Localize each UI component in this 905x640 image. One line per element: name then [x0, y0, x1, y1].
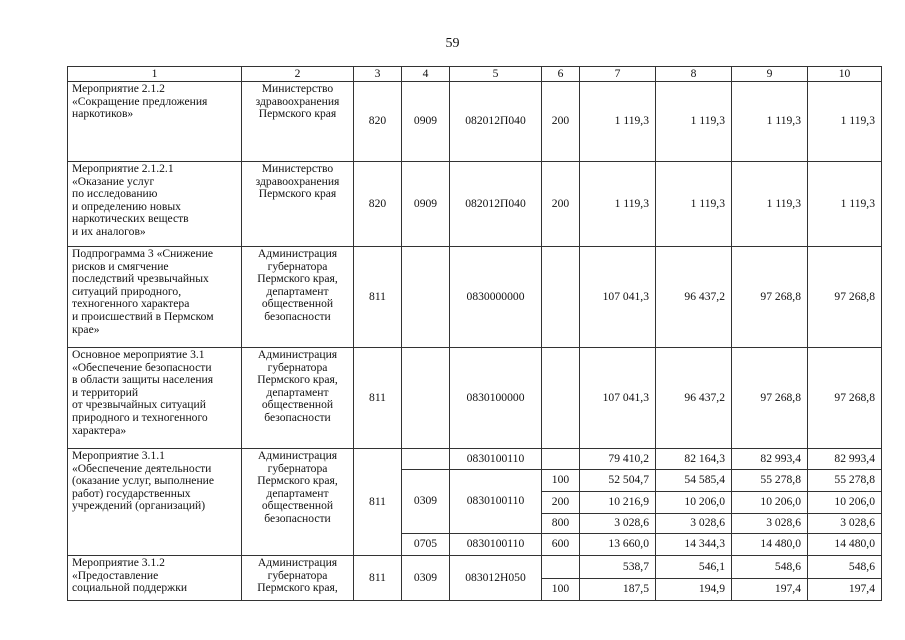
- amount-cell: 197,4: [808, 579, 882, 601]
- cell-text-line: общественной: [261, 297, 334, 311]
- amount-cell: 1 119,3: [580, 162, 656, 247]
- program-name-cell: [68, 162, 242, 247]
- amount-cell: 187,5: [580, 579, 656, 601]
- section-cell: 0909: [402, 162, 450, 247]
- cell-text-line: «Оказание услуг: [72, 174, 155, 188]
- cell-text-line: Пермского края: [258, 107, 337, 121]
- amount-cell: 14 480,0: [732, 534, 808, 556]
- cell-text-line: ситуаций природного,: [72, 284, 182, 298]
- cell-text-line: и определению новых: [72, 199, 181, 213]
- amount-cell: 10 206,0: [808, 492, 882, 514]
- grbs-cell: 811: [354, 556, 402, 601]
- cell-text-line: рисков и смягчение: [72, 259, 169, 273]
- cell-text-line: учреждений (организаций): [72, 499, 206, 513]
- cell-text-line: наркотических веществ: [72, 212, 189, 226]
- expense-type-cell: [542, 449, 580, 470]
- program-name-cell: [68, 348, 242, 449]
- expense-type-cell: 200: [542, 492, 580, 514]
- header-cell: 3: [354, 67, 402, 82]
- header-cell: 8: [656, 67, 732, 82]
- header-cell: 1: [68, 67, 242, 82]
- organization-cell: [242, 247, 354, 348]
- section-cell: 0909: [402, 82, 450, 162]
- section-cell: 0705: [402, 534, 450, 556]
- amount-cell: 10 206,0: [732, 492, 808, 514]
- section-cell: [402, 247, 450, 348]
- header-cell: 5: [450, 67, 542, 82]
- organization-cell: [242, 162, 354, 247]
- cell-text-line: безопасности: [264, 410, 331, 424]
- budget-table: [67, 66, 882, 601]
- cell-text-line: по исследованию: [72, 187, 158, 201]
- section-cell: 0309: [402, 556, 450, 601]
- header-cell: 7: [580, 67, 656, 82]
- expense-type-cell: 600: [542, 534, 580, 556]
- organization-cell: [242, 348, 354, 449]
- cell-text-line: департамент: [266, 284, 329, 298]
- program-name-cell: [68, 247, 242, 348]
- amount-cell: 82 993,4: [732, 449, 808, 470]
- cell-text-line: и их аналогов»: [72, 224, 146, 238]
- amount-cell: 55 278,8: [808, 470, 882, 492]
- amount-cell: 10 216,9: [580, 492, 656, 514]
- target-article-cell: 0830000000: [450, 247, 542, 348]
- amount-cell: 82 993,4: [808, 449, 882, 470]
- cell-text-line: Мероприятие 2.1.2.1: [72, 162, 174, 175]
- amount-cell: 13 660,0: [580, 534, 656, 556]
- section-cell: 0309: [402, 470, 450, 534]
- target-article-cell: 0830100000: [450, 348, 542, 449]
- expense-type-cell: 800: [542, 514, 580, 534]
- cell-text-line: безопасности: [264, 309, 331, 323]
- cell-text-line: и территорий: [72, 385, 139, 399]
- grbs-cell: 811: [354, 449, 402, 556]
- target-article-cell: 083012Н050: [450, 556, 542, 601]
- program-name-cell: [68, 449, 242, 556]
- amount-cell: 97 268,8: [808, 247, 882, 348]
- organization-cell: [242, 449, 354, 556]
- cell-text-line: здравоохранения: [255, 94, 340, 108]
- header-cell: 4: [402, 67, 450, 82]
- cell-text-line: Администрация: [257, 556, 338, 569]
- target-article-cell: 0830100110: [450, 534, 542, 556]
- grbs-cell: 811: [354, 348, 402, 449]
- cell-text-line: губернатора: [267, 360, 328, 374]
- cell-text-line: крае»: [72, 322, 100, 336]
- expense-type-cell: [542, 247, 580, 348]
- header-cell: 9: [732, 67, 808, 82]
- amount-cell: 10 206,0: [656, 492, 732, 514]
- amount-cell: 1 119,3: [580, 82, 656, 162]
- program-name-cell: [68, 82, 242, 162]
- amount-cell: 3 028,6: [732, 514, 808, 534]
- cell-text-line: «Обеспечение безопасности: [72, 360, 212, 374]
- expense-type-cell: 100: [542, 470, 580, 492]
- cell-text-line: в области защиты населения: [72, 373, 214, 387]
- cell-text-line: департамент: [266, 385, 329, 399]
- amount-cell: 55 278,8: [732, 470, 808, 492]
- grbs-cell: 820: [354, 162, 402, 247]
- cell-text-line: Пермского края,: [257, 373, 338, 387]
- cell-text-line: Основное мероприятие 3.1: [72, 348, 205, 361]
- table-row: [68, 348, 882, 449]
- cell-text-line: департамент: [266, 486, 329, 500]
- amount-cell: 548,6: [732, 556, 808, 579]
- cell-text-line: Пермского края,: [257, 474, 338, 488]
- amount-cell: 1 119,3: [656, 82, 732, 162]
- cell-text-line: общественной: [261, 398, 334, 412]
- cell-text-line: социальной поддержки: [72, 581, 188, 595]
- amount-cell: 3 028,6: [580, 514, 656, 534]
- table-row: [68, 162, 882, 247]
- amount-cell: 538,7: [580, 556, 656, 579]
- cell-text-line: техногенного характера: [72, 297, 190, 311]
- cell-text-line: Мероприятие 2.1.2: [72, 82, 165, 95]
- amount-cell: 79 410,2: [580, 449, 656, 470]
- expense-type-cell: [542, 348, 580, 449]
- cell-text-line: и происшествий в Пермском: [72, 309, 214, 323]
- grbs-cell: 811: [354, 247, 402, 348]
- cell-text-line: Мероприятие 3.1.1: [72, 449, 165, 462]
- cell-text-line: наркотиков»: [72, 107, 134, 121]
- organization-cell: [242, 82, 354, 162]
- cell-text-line: Пермского края,: [257, 272, 338, 286]
- amount-cell: 548,6: [808, 556, 882, 579]
- amount-cell: 1 119,3: [732, 162, 808, 247]
- amount-cell: 52 504,7: [580, 470, 656, 492]
- table-row: [68, 82, 882, 162]
- program-name-cell: [68, 556, 242, 601]
- amount-cell: 82 164,3: [656, 449, 732, 470]
- grbs-cell: 820: [354, 82, 402, 162]
- amount-cell: 96 437,2: [656, 348, 732, 449]
- cell-text-line: от чрезвычайных ситуаций: [72, 398, 206, 412]
- cell-text-line: характера»: [72, 423, 127, 437]
- expense-type-cell: 200: [542, 162, 580, 247]
- amount-cell: 97 268,8: [808, 348, 882, 449]
- cell-text-line: губернатора: [267, 568, 328, 582]
- expense-type-cell: 200: [542, 82, 580, 162]
- expense-type-cell: 100: [542, 579, 580, 601]
- cell-text-line: Министерство: [261, 162, 334, 175]
- cell-text-line: «Сокращение предложения: [72, 94, 208, 108]
- amount-cell: 546,1: [656, 556, 732, 579]
- cell-text-line: Пермского края: [258, 187, 337, 201]
- amount-cell: 1 119,3: [808, 162, 882, 247]
- cell-text-line: Администрация: [257, 449, 338, 462]
- cell-text-line: Мероприятие 3.1.2: [72, 556, 165, 569]
- cell-text-line: природного и техногенного: [72, 410, 208, 424]
- amount-cell: 107 041,3: [580, 348, 656, 449]
- table-row: [68, 247, 882, 348]
- cell-text-line: «Предоставление: [72, 568, 159, 582]
- amount-cell: 194,9: [656, 579, 732, 601]
- header-cell: 10: [808, 67, 882, 82]
- organization-cell: [242, 556, 354, 601]
- header-cell: 6: [542, 67, 580, 82]
- cell-text-line: Администрация: [257, 247, 338, 260]
- cell-text-line: «Обеспечение деятельности: [72, 461, 212, 475]
- amount-cell: 96 437,2: [656, 247, 732, 348]
- amount-cell: 14 480,0: [808, 534, 882, 556]
- cell-text-line: Подпрограмма 3 «Снижение: [72, 247, 214, 260]
- amount-cell: 3 028,6: [808, 514, 882, 534]
- cell-text-line: последствий чрезвычайных: [72, 272, 209, 286]
- header-cell: 2: [242, 67, 354, 82]
- amount-cell: 1 119,3: [808, 82, 882, 162]
- amount-cell: 3 028,6: [656, 514, 732, 534]
- amount-cell: 97 268,8: [732, 348, 808, 449]
- amount-cell: 1 119,3: [732, 82, 808, 162]
- cell-text-line: общественной: [261, 499, 334, 513]
- amount-cell: 197,4: [732, 579, 808, 601]
- cell-text-line: Администрация: [257, 348, 338, 361]
- amount-cell: 107 041,3: [580, 247, 656, 348]
- target-article-cell: 082012П040: [450, 162, 542, 247]
- section-cell: [402, 348, 450, 449]
- cell-text-line: здравоохранения: [255, 174, 340, 188]
- target-article-cell: 0830100110: [450, 449, 542, 470]
- table-row: [68, 449, 882, 470]
- cell-text-line: (оказание услуг, выполнение: [72, 474, 215, 488]
- amount-cell: 14 344,3: [656, 534, 732, 556]
- cell-text-line: безопасности: [264, 511, 331, 525]
- cell-text-line: Пермского края,: [257, 581, 338, 595]
- expense-type-cell: [542, 556, 580, 579]
- amount-cell: 54 585,4: [656, 470, 732, 492]
- cell-text-line: работ) государственных: [72, 486, 191, 500]
- cell-text-line: губернатора: [267, 259, 328, 273]
- target-article-cell: 0830100110: [450, 470, 542, 534]
- amount-cell: 97 268,8: [732, 247, 808, 348]
- cell-text-line: Министерство: [261, 82, 334, 95]
- section-cell: [402, 449, 450, 470]
- target-article-cell: 082012П040: [450, 82, 542, 162]
- amount-cell: 1 119,3: [656, 162, 732, 247]
- table-row: [68, 556, 882, 579]
- page-number: 59: [445, 36, 460, 51]
- cell-text-line: губернатора: [267, 461, 328, 475]
- header-row: [68, 67, 882, 82]
